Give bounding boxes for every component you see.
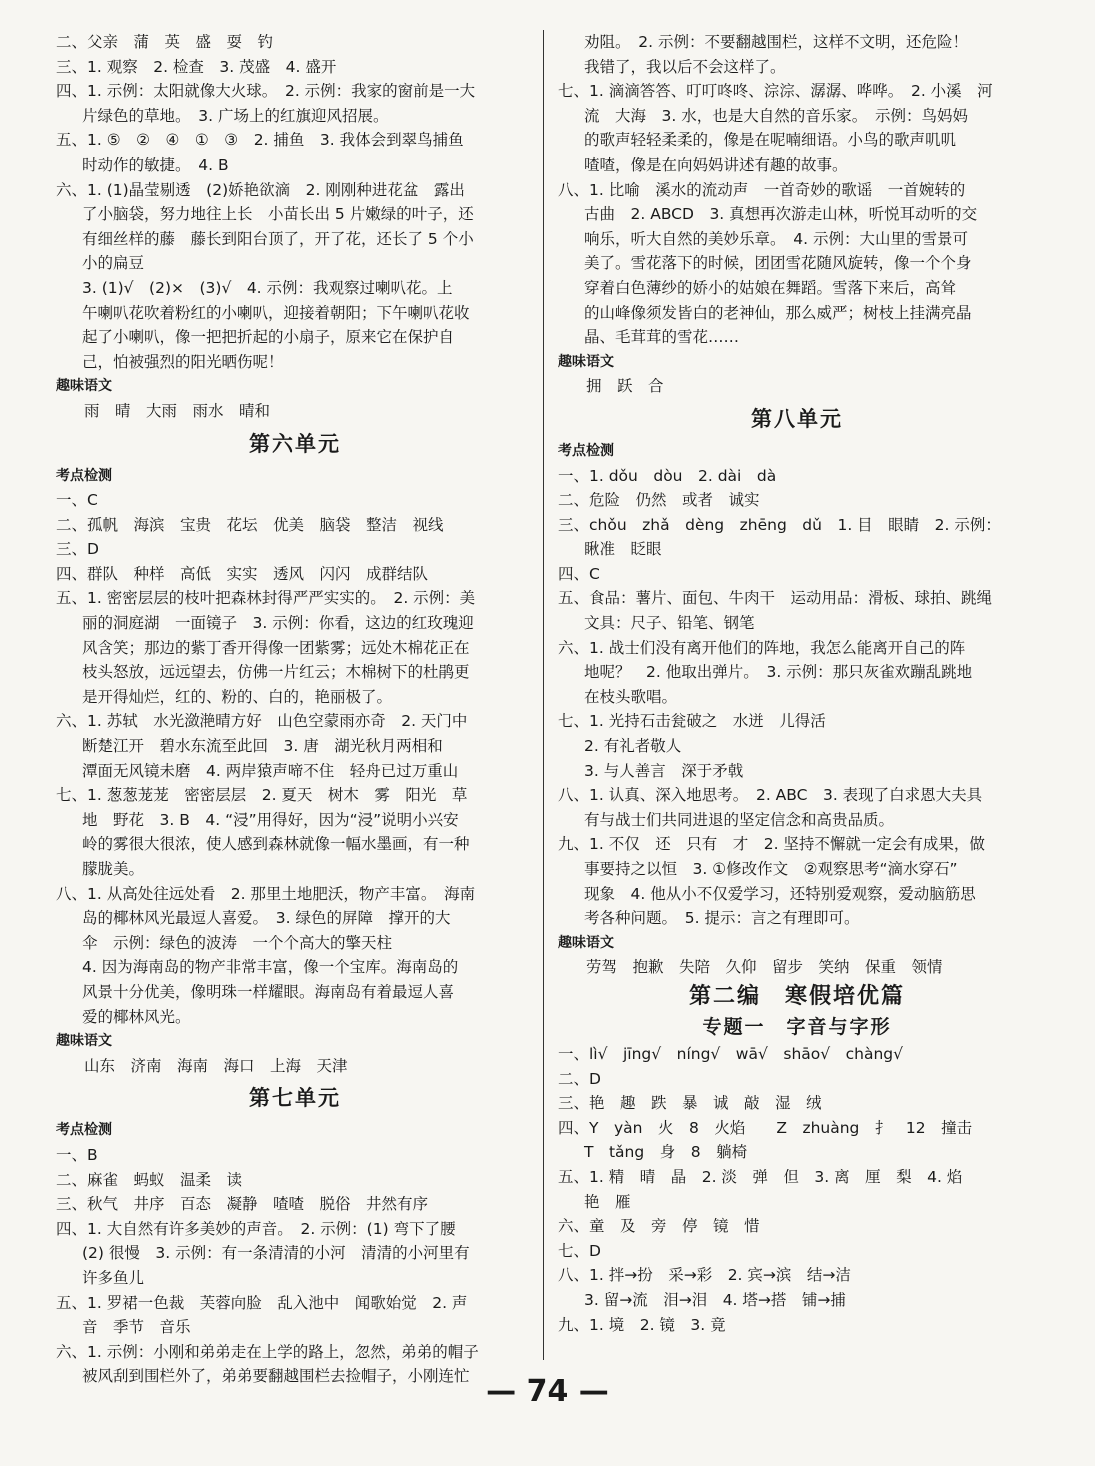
answer-line: 地 野花 3. B 4. “浸”用得好，因为“浸”说明小兴安 <box>82 810 459 829</box>
unit-6-title: 第六单元 <box>249 430 341 456</box>
answer-line: 流 大海 3. 水，也是大自然的音乐家。 示例：鸟妈妈 <box>584 106 968 125</box>
answer-line: 地呢？ 2. 他取出弹片。 3. 示例：那只灰雀欢蹦乱跳地 <box>584 663 973 682</box>
answer-line: 七、1. 光持石击瓮破之 水迸 儿得活 <box>558 712 826 731</box>
answer-line: 五、1. 密密层层的枝叶把森林封得严严实实的。 2. 示例：美 <box>56 589 476 608</box>
answer-line: 文具：尺子、铅笔、钢笔 <box>584 614 755 633</box>
answer-line: 是开得灿烂，红的、粉的、白的，艳丽极了。 <box>82 687 393 706</box>
answer-line: 三、chǒu zhǎ dèng zhēng dǔ 1. 目 眼睛 2. 示例： <box>558 515 1001 534</box>
answer-line: 3. 与人善言 深于矛戟 <box>584 761 744 780</box>
answer-line: 二、麻雀 蚂蚁 温柔 读 <box>56 1170 243 1189</box>
answer-line: 五、1. ⑤ ② ④ ① ③ 2. 捕鱼 3. 我体会到翠鸟捕鱼 <box>56 131 464 150</box>
answer-line: 古曲 2. ABCD 3. 真想再次游走山林，听悦耳动听的交 <box>584 205 978 224</box>
answer-line: 3. (1)√ (2)× (3)√ 4. 示例：我观察过喇叭花。上 <box>82 278 453 297</box>
answer-line: 八、1. 从高处往远处看 2. 那里土地肥沃，物产丰富。 海南 <box>56 884 476 903</box>
answer-line: 二、父亲 蒲 英 盛 耍 钓 <box>56 33 274 51</box>
answer-line: 六、1. 战士们没有离开他们的阵地，我怎么能离开自己的阵 <box>558 638 966 657</box>
answer-line: 朦胧美。 <box>82 860 145 878</box>
answer-line: 五、食品：薯片、面包、牛肉干 运动用品：滑板、球拍、跳绳 <box>558 589 993 608</box>
answer-line: 起了小喇叭，像一把把折起的小扇子，原来它在保护自 <box>82 328 455 347</box>
answer-line: 二、危险 仍然 或者 诚实 <box>558 491 760 510</box>
answer-line: 四、1. 大自然有许多美妙的声音。 2. 示例：(1) 弯下了腰 <box>56 1219 456 1238</box>
answer-line: 风景十分优美，像明珠一样耀眼。海南岛有着最逗人喜 <box>82 982 455 1001</box>
right-column <box>558 30 1036 1337</box>
answer-line: 瞅准 眨眼 <box>584 540 662 559</box>
answer-line: 五、1. 精 晴 晶 2. 淡 弹 但 3. 离 厘 梨 4. 焰 <box>558 1167 963 1186</box>
answer-line: 八、1. 认真、深入地思考。 2. ABC 3. 表现了白求恩大夫具 <box>558 786 983 805</box>
fun-chinese-answer: 劳驾 抱歉 失陪 久仰 留步 笑纳 保重 领情 <box>586 958 943 977</box>
answer-line: 一、1. dǒu dòu 2. dài dà <box>558 466 777 485</box>
answer-line: 七、D <box>558 1241 601 1260</box>
unit-8-title: 第八单元 <box>751 405 843 431</box>
answer-line: 四、1. 示例：太阳就像大火球。 2. 示例：我家的窗前是一大 <box>56 82 476 101</box>
fun-chinese-answer: 拥 跃 合 <box>586 377 664 396</box>
answer-line: 2. 有礼者敬人 <box>584 737 682 756</box>
answer-line: 八、1. 拌→扮 采→彩 2. 宾→滨 结→洁 <box>558 1266 851 1285</box>
answer-line: 八、1. 比喻 溪水的流动声 一首奇妙的歌谣 一首婉转的 <box>558 180 966 199</box>
answer-line: 艳 雁 <box>584 1192 631 1211</box>
answer-line: 风含笑；那边的紫丁香开得像一团紫雾；远处木棉花正在 <box>82 638 470 657</box>
answer-line: 三、D <box>56 540 99 559</box>
answer-line: 在枝头歌唱。 <box>584 687 678 706</box>
answer-line: 六、1. 示例：小刚和弟弟走在上学的路上，忽然，弟弟的帽子 <box>56 1342 479 1361</box>
answer-line: 考各种问题。 5. 提示：言之有理即可。 <box>584 909 860 928</box>
answer-line: 三、1. 观察 2. 检查 3. 茂盛 4. 盛开 <box>56 57 337 76</box>
answer-line: 响乐，听大自然的美妙乐章。 4. 示例：大山里的雪景可 <box>584 229 968 248</box>
answer-line: 枝头怒放，远远望去，仿佛一片红云；木棉树下的杜鹃更 <box>82 663 470 682</box>
answer-line: 四、Y yàn 火 8 火焰 Z zhuàng 扌 12 撞击 <box>558 1118 973 1137</box>
answer-line: 丽的洞庭湖 一面镜子 3. 示例：你看，这边的红玫瑰迎 <box>82 614 474 633</box>
answer-line: 音 季节 音乐 <box>82 1318 191 1337</box>
answer-line: 午喇叭花吹着粉红的小喇叭，迎接着朝阳；下午喇叭花收 <box>82 303 470 322</box>
answer-line: 七、1. 葱葱茏茏 密密层层 2. 夏天 树木 雾 阳光 草 <box>56 786 468 805</box>
answer-line: 片绿色的草地。 3. 广场上的红旗迎风招展。 <box>82 106 389 125</box>
answer-line: 一、lì√ jīng√ níng√ wā√ shāo√ chàng√ <box>558 1044 904 1063</box>
fun-chinese-label: 趣味语文 <box>558 353 614 370</box>
answer-line: 四、C <box>558 564 600 583</box>
answer-line: 穿着白色薄纱的娇小的姑娘在舞蹈。雪落下来后，高耸 <box>584 278 957 297</box>
answer-line: 己，怕被强烈的阳光晒伤呢！ <box>82 352 284 371</box>
answer-line: 三、艳 趣 跌 暴 诚 敲 湿 绒 <box>558 1094 822 1113</box>
answer-line: 我错了，我以后不会这样了。 <box>584 57 786 76</box>
answer-line: 七、1. 滴滴答答、叮叮咚咚、淙淙、潺潺、哗哗。 2. 小溪 河 <box>558 82 993 101</box>
answer-line: 九、1. 不仅 还 只有 才 2. 坚持不懈就一定会有成果，做 <box>558 835 985 854</box>
answer-line: 断楚江开 碧水东流至此回 3. 唐 湖光秋月两相和 <box>82 737 443 756</box>
answer-line: 一、C <box>56 491 98 510</box>
answer-line: 二、D <box>558 1069 601 1088</box>
answer-line: 岛的椰林风光最逗人喜爱。 3. 绿色的屏障 撑开的大 <box>82 909 451 928</box>
fun-chinese-answer: 雨 晴 大雨 雨水 晴和 <box>84 401 271 420</box>
answer-line: 一、B <box>56 1145 98 1164</box>
answer-line: 事要持之以恒 3. ①修改作文 ②观察思考“滴水穿石” <box>584 860 958 878</box>
exam-points-label: 考点检测 <box>558 442 614 459</box>
answer-line: 喳喳，像是在向妈妈讲述有趣的故事。 <box>584 155 848 174</box>
answer-line: 晶、毛茸茸的雪花…… <box>584 328 740 347</box>
answer-line: 潭面无风镜未磨 4. 两岸猿声啼不住 轻舟已过万重山 <box>82 761 459 780</box>
answer-line: 六、1. (1)晶莹剔透 (2)娇艳欲滴 2. 刚刚种进花盆 露出 <box>56 180 465 199</box>
answer-line: 爱的椰林风光。 <box>82 1007 191 1026</box>
answer-line: 了小脑袋，努力地往上长 小苗长出 5 片嫩绿的叶子，还 <box>82 205 474 224</box>
answer-line: 三、秋气 井序 百态 凝静 喳喳 脱俗 井然有序 <box>56 1195 429 1214</box>
answer-line: 六、1. 苏轼 水光潋滟晴方好 山色空蒙雨亦奇 2. 天门中 <box>56 712 468 731</box>
exam-points-label: 考点检测 <box>56 1122 112 1139</box>
answer-line: 小的扁豆 <box>82 254 145 273</box>
answer-line: 五、1. 罗裙一色裁 芙蓉向脸 乱入池中 闻歌始觉 2. 声 <box>56 1293 468 1312</box>
answer-line: 四、群队 种样 高低 实实 透风 闪闪 成群结队 <box>56 564 429 583</box>
fun-chinese-label: 趣味语文 <box>56 1033 112 1050</box>
answer-line: 二、孤帆 海滨 宝贵 花坛 优美 脑袋 整洁 视线 <box>56 515 444 534</box>
left-column <box>56 30 534 1389</box>
answer-line: 劝阻。 2. 示例：不要翻越围栏，这样不文明，还危险！ <box>584 33 968 51</box>
page-number: — 74 — <box>486 1374 609 1409</box>
part-2-title: 第二编 寒假培优篇 <box>688 982 905 1009</box>
answer-line: 3. 留→流 泪→泪 4. 塔→搭 铺→捕 <box>584 1290 846 1309</box>
answer-line: 的歌声轻轻柔柔的，像是在呢喃细语。小鸟的歌声叽叽 <box>584 131 957 150</box>
answer-line: 被风刮到围栏外了，弟弟要翻越围栏去捡帽子，小刚连忙 <box>82 1367 470 1386</box>
answer-line: 现象 4. 他从小不仅爱学习，还特别爱观察，爱动脑筋思 <box>584 884 976 903</box>
answer-line: 许多鱼儿 <box>82 1268 145 1287</box>
answer-line: 伞 示例：绿色的波涛 一个个高大的擎天柱 <box>82 933 393 952</box>
answer-line: 时动作的敏捷。 4. B <box>82 155 229 174</box>
answer-line: 4. 因为海南岛的物产非常丰富，像一个宝库。海南岛的 <box>82 958 459 977</box>
answer-line: 有与战士们共同进退的坚定信念和高贵品质。 <box>584 810 895 829</box>
answer-line: 有细丝样的藤 藤长到阳台顶了，开了花，还长了 5 个小 <box>82 229 474 248</box>
fun-chinese-label: 趣味语文 <box>558 934 614 951</box>
answer-line: 六、童 及 旁 停 镜 惜 <box>558 1217 760 1236</box>
answer-line: (2) 很慢 3. 示例：有一条清清的小河 清清的小河里有 <box>82 1244 470 1263</box>
unit-7-title: 第七单元 <box>249 1085 341 1111</box>
column-divider <box>543 30 544 1360</box>
answer-line: 九、1. 境 2. 镜 3. 竟 <box>558 1315 726 1334</box>
fun-chinese-answer: 山东 济南 海南 海口 上海 天津 <box>84 1056 348 1075</box>
fun-chinese-label: 趣味语文 <box>56 378 112 395</box>
exam-points-label: 考点检测 <box>56 467 112 484</box>
answer-line: 岭的雾很大很浓，使人感到森林就像一幅水墨画，有一种 <box>82 835 470 854</box>
answer-line: 美了。雪花落下的时候，团团雪花随风旋转，像一个个身 <box>584 254 972 273</box>
answer-line: T tǎng 身 8 躺椅 <box>584 1143 748 1162</box>
answer-line: 的山峰像须发皆白的老神仙，那么威严；树枝上挂满亮晶 <box>584 303 972 322</box>
topic-1-title: 专题一 字音与字形 <box>702 1015 892 1038</box>
